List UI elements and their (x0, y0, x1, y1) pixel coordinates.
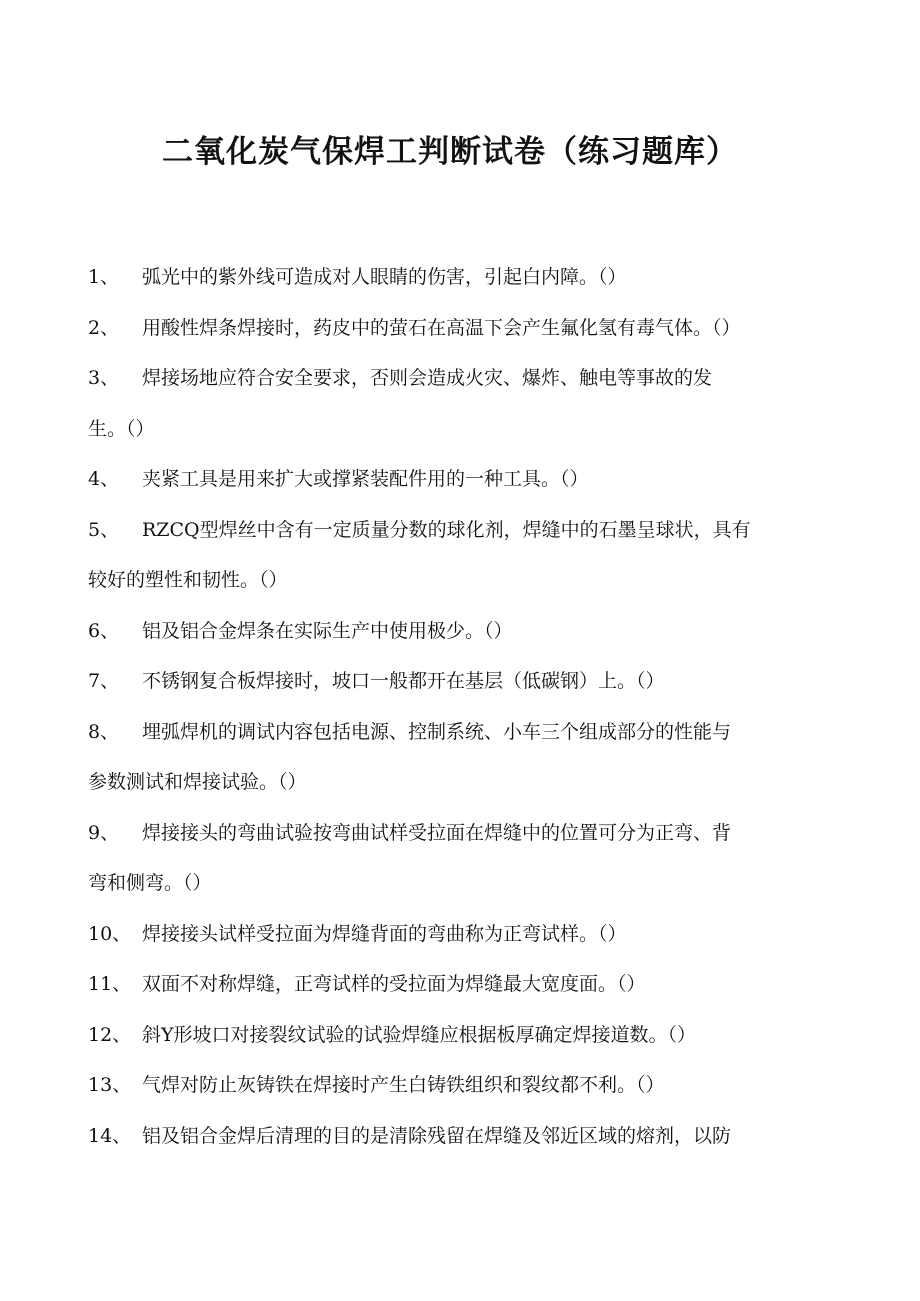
question-number: 2、 (88, 316, 120, 339)
question-item (88, 454, 848, 505)
question-text-continued: 弯和侧弯。（） (88, 872, 212, 894)
question-item (88, 606, 848, 657)
question-text-continued: 生。（） (88, 417, 155, 440)
question-text-continued: 参数测试和焊接试验。（） (88, 771, 307, 793)
question-number: 4、 (88, 468, 120, 490)
question-item (88, 1111, 848, 1162)
question-item (88, 707, 848, 808)
question-number: 13、 (88, 1074, 132, 1096)
question-item (88, 252, 848, 303)
question-number: 9、 (88, 821, 120, 844)
question-item (88, 353, 848, 454)
question-number: 1、 (88, 266, 120, 288)
question-text: 弧光中的紫外线可造成对人眼睛的伤害，引起白内障。（） (142, 266, 627, 288)
question-item (88, 303, 848, 354)
question-item (88, 909, 848, 960)
question-number: 3、 (88, 367, 120, 389)
question-item (88, 656, 848, 707)
question-number: 14、 (88, 1124, 132, 1147)
question-number: 12、 (88, 1023, 132, 1046)
question-number: 6、 (88, 619, 120, 642)
question-text: 双面不对称焊缝，正弯试样的受拉面为焊缝最大宽度面。（） (142, 973, 646, 995)
question-text: 气焊对防止灰铸铁在焊接时产生白铸铁组织和裂纹都不利。（） (142, 1074, 665, 1096)
question-text: 用酸性焊条焊接时，药皮中的萤石在高温下会产生氟化氢有毒气体。（） (142, 316, 741, 339)
question-item (88, 808, 848, 909)
question-text: 焊接场地应符合安全要求，否则会造成火灾、爆炸、触电等事故的发 (142, 367, 713, 389)
question-number: 8、 (88, 720, 120, 743)
question-text: 斜Y形坡口对接裂纹试验的试验焊缝应根据板厚确定焊接道数。（） (142, 1023, 697, 1046)
question-text: 夹紧工具是用来扩大或撑紧装配件用的一种工具。（） (142, 468, 589, 490)
question-text: RZCQ型焊丝中含有一定质量分数的球化剂，焊缝中的石墨呈球状，具有 (142, 518, 751, 541)
question-number: 5、 (88, 518, 120, 541)
question-text-continued: 较好的塑性和韧性。（） (88, 569, 288, 591)
question-list (88, 252, 848, 1161)
question-item (88, 1060, 848, 1111)
question-item (88, 1010, 848, 1061)
question-item (88, 505, 848, 606)
question-number: 7、 (88, 670, 120, 692)
question-text: 焊接接头试样受拉面为焊缝背面的弯曲称为正弯试样。（） (142, 922, 627, 945)
question-number: 11、 (88, 973, 132, 995)
document-title: 二氧化炭气保焊工判断试卷（练习题库） (162, 134, 738, 170)
question-text: 铝及铝合金焊条在实际生产中使用极少。（） (142, 619, 513, 642)
question-text: 焊接接头的弯曲试验按弯曲试样受拉面在焊缝中的位置可分为正弯、背 (142, 821, 732, 844)
question-text: 不锈钢复合板焊接时，坡口一般都开在基层（低碳钢）上。（） (142, 670, 665, 692)
question-text: 铝及铝合金焊后清理的目的是清除残留在焊缝及邻近区域的熔剂，以防 (142, 1124, 732, 1147)
question-text: 埋弧焊机的调试内容包括电源、控制系统、小车三个组成部分的性能与 (142, 720, 732, 743)
question-item (88, 959, 848, 1010)
question-number: 10、 (88, 922, 132, 945)
